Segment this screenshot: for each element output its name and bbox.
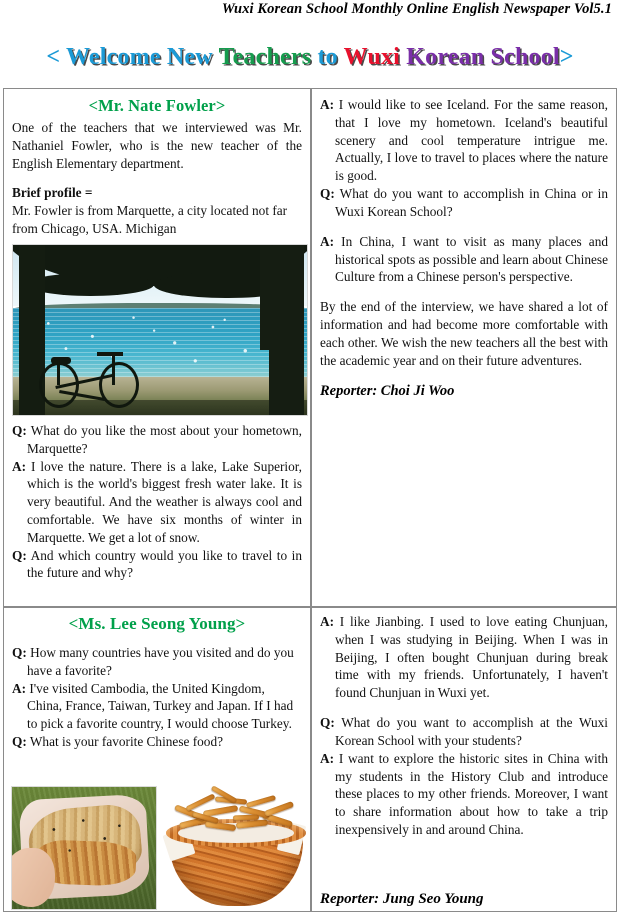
article1-answer-2 — [320, 96, 608, 185]
spring-roll — [236, 820, 269, 830]
article1-question-1 — [12, 422, 302, 458]
a-label: A: — [12, 680, 27, 696]
jianbing-photo — [11, 786, 157, 910]
photo-bicycle — [39, 330, 139, 408]
q-text: And which country would you like to travel to in the future and why? — [27, 547, 303, 581]
a-label: A: — [320, 614, 335, 629]
bicycle-fork — [112, 353, 115, 384]
article2-photo-row — [11, 786, 309, 910]
q-text: How many countries have you visited and do you have a favorite? — [27, 645, 294, 678]
article1-question-2 — [12, 547, 302, 583]
banner-word-welcome-new: Welcome New — [65, 44, 213, 70]
bicycle-handlebar — [97, 352, 123, 356]
q-label: Q: — [12, 645, 27, 660]
article1-answer-3 — [320, 233, 608, 286]
banner-bracket-close: > — [559, 44, 574, 70]
a-label: A: — [320, 97, 335, 112]
a-label: A: — [320, 233, 335, 249]
masthead-title: Wuxi Korean School Monthly Online English Newspaper Vol5.1 — [221, 1, 612, 17]
article1-profile-label — [12, 184, 302, 202]
article-frame — [3, 88, 617, 912]
article2-right-column — [312, 608, 616, 910]
bicycle-seat-tube — [57, 361, 60, 384]
spring-roll — [246, 795, 276, 808]
article1-name-heading: <Mr. Nate Fowler> — [88, 96, 226, 115]
article1-reporter-credit: Reporter: Choi Ji Woo — [320, 383, 455, 400]
article1-question-3 — [320, 185, 608, 221]
article2-reporter-credit: Reporter: Jung Seo Young — [320, 891, 484, 907]
article2-answer-1 — [12, 680, 302, 733]
a-text: I want to explore the historic sites in China with my students in the History Club and introduce these places to my other friends. Moreover, I want to share information about how to take a trip inexpensively in and around China. — [335, 750, 608, 837]
article1-left-column — [4, 89, 310, 606]
q-label: Q: — [12, 422, 27, 438]
article2-question-2 — [12, 733, 302, 751]
bicycle-seat — [51, 357, 71, 364]
article1-profile-text: Mr. Fowler is from Marquette, a city located not far from Chicago, USA. Michigan — [12, 203, 288, 237]
q-label: Q: — [320, 715, 335, 731]
q-label: Q: — [12, 734, 27, 750]
article1-intro: One of the teachers that we interviewed was Mr. Nathaniel Fowler, who is the new teacher of the English Elementary department. — [12, 120, 302, 171]
article2-question-3 — [320, 714, 608, 750]
photo-tree-trunk-right — [269, 245, 304, 415]
article2-answer-3 — [320, 750, 608, 839]
photo-spring-roll-pile — [172, 793, 300, 843]
q-text: What do you want to accomplish in China or in Wuxi Korean School? — [335, 186, 608, 219]
a-label: A: — [12, 458, 27, 474]
lake-superior-photo — [12, 244, 308, 416]
banner-word-korean-school: Korean School — [406, 44, 560, 70]
banner-word-teachers: Teachers — [218, 44, 312, 70]
spring-rolls-photo — [163, 786, 309, 910]
article2-name-heading: <Ms. Lee Seong Young> — [68, 614, 246, 633]
article2-left-column — [4, 608, 310, 910]
article2-answer-2 — [320, 613, 608, 702]
a-text: I've visited Cambodia, the United Kingdom, China, France, Taiwan, Turkey and Japan. If I had to pick a favorite country, I would choose Turkey. — [27, 680, 294, 732]
article1-right-column — [312, 89, 616, 606]
photo-hand — [11, 848, 55, 907]
q-text: What is your favorite Chinese food? — [29, 734, 223, 750]
a-text: In China, I want to visit as many places and historical spots as possible and learn about Chinese Culture from a Chinese person's perspective. — [335, 233, 608, 285]
article2-question-1 — [12, 644, 302, 680]
article1-closing: By the end of the interview, we have shared a lot of information and had become more comfortable with each other. We wish the new teachers all the best with the academic year and on their future adventures. — [320, 299, 608, 368]
a-text: I like Jianbing. I used to love eating Chunjuan, when I was studying in Beijing. When I was in Beijing, I often bought Chunjuan during break time with my friends. Unfortunately, I haven't found Chunjuan in Wuxi yet. — [335, 614, 609, 701]
q-text: What do you want to accomplish at the Wuxi Korean School with your students? — [335, 715, 608, 748]
a-text: I love the nature. There is a lake, Lake Superior, which is the world's biggest fresh water lake. It is very beautiful. And the weather is always cool and comfortable. We have six months of winter in Marquette. We get a lot of snow. — [27, 458, 302, 545]
banner-word-wuxi: Wuxi — [343, 44, 401, 70]
q-label: Q: — [12, 547, 27, 563]
bicycle-wheel-front — [99, 362, 139, 408]
banner-bracket-open: < — [46, 44, 61, 70]
a-text: I would like to see Iceland. For the same reason, that I love my hometown. Iceland's beautiful scenery and cool temperature intrigue me. Actually, I love to travel to places where the nature is good. — [335, 97, 608, 184]
q-text: What do you like the most about your hometown, Marquette? — [27, 422, 302, 456]
spring-roll — [264, 801, 294, 817]
a-label: A: — [320, 750, 335, 766]
page-banner-headline — [0, 44, 620, 71]
profile-label-text: Brief profile = — [12, 185, 93, 201]
q-label: Q: — [320, 186, 335, 202]
banner-word-to: to — [317, 44, 338, 70]
article1-answer-1 — [12, 458, 302, 547]
spring-roll — [205, 821, 236, 831]
